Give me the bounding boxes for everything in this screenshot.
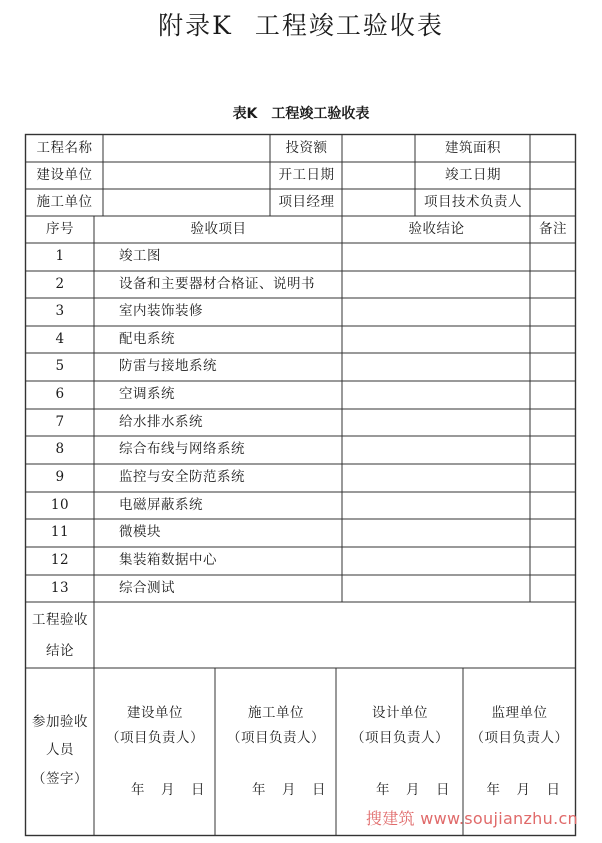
- project-name-label: 工程名称: [36, 139, 93, 156]
- item-no: 6: [55, 386, 65, 403]
- signer-role: （项目负责人）: [470, 730, 569, 747]
- signature-date: [229, 783, 349, 799]
- signature-date: [472, 783, 575, 799]
- column-header-no: 序号: [46, 220, 74, 237]
- signer-unit: 施工单位: [248, 705, 304, 722]
- item-name: 室内装饰装修: [119, 303, 203, 320]
- item-no: 7: [55, 413, 65, 430]
- completion-date-label: 竣工日期: [445, 166, 501, 183]
- item-name: 空调系统: [119, 386, 175, 403]
- item-name: 设备和主要器材合格证、说明书: [119, 275, 315, 292]
- date-month: 月: [406, 782, 420, 799]
- item-no: 9: [55, 469, 65, 486]
- item-no: 5: [55, 358, 65, 375]
- item-no: 10: [50, 496, 70, 513]
- building-area-value[interactable]: [531, 135, 575, 162]
- investment-value[interactable]: [343, 135, 414, 162]
- project-manager-label: 项目经理: [278, 193, 335, 210]
- date-month: 月: [516, 782, 531, 799]
- date-day: 日: [191, 782, 205, 799]
- appendix-title: 工程竣工验收表: [254, 11, 444, 40]
- project-manager-value[interactable]: [343, 189, 414, 216]
- signer-unit: 监理单位: [491, 705, 548, 722]
- item-name: 监控与安全防范系统: [119, 469, 245, 486]
- participants-line2: 人员: [46, 742, 74, 759]
- signature-date: [350, 783, 476, 799]
- construction-unit-value[interactable]: [104, 162, 269, 189]
- signer-role: （项目负责人）: [351, 730, 449, 747]
- acceptance-conclusion-field[interactable]: [95, 603, 575, 667]
- item-name: 竣工图: [119, 248, 161, 265]
- signature-date: [108, 783, 228, 799]
- completion-date-value[interactable]: [531, 162, 575, 189]
- table-title: 工程竣工验收表: [271, 106, 370, 122]
- item-no: 8: [55, 441, 65, 458]
- signer-unit: 设计单位: [372, 705, 428, 722]
- item-name: 微模块: [119, 524, 161, 541]
- column-header-remark: 备注: [539, 220, 567, 237]
- date-day: 日: [312, 782, 326, 799]
- appendix-label: 附录K: [158, 11, 233, 40]
- acceptance-conclusion-line2: 结论: [46, 642, 74, 659]
- signer-role: （项目负责人）: [106, 730, 204, 747]
- project-name-value[interactable]: [104, 135, 269, 162]
- date-month: 月: [282, 782, 296, 799]
- technical-lead-label: 项目技术负责人: [424, 193, 522, 210]
- item-name: 防雷与接地系统: [119, 358, 217, 375]
- technical-lead-value[interactable]: [531, 189, 575, 216]
- acceptance-conclusion-label: [26, 614, 94, 658]
- date-year: 年: [486, 782, 501, 799]
- item-name: 综合布线与网络系统: [119, 441, 245, 458]
- column-header-conclusion: 验收结论: [408, 220, 465, 237]
- contractor-label: 施工单位: [36, 193, 93, 210]
- item-no: 1: [55, 248, 65, 265]
- column-header-item: 验收项目: [190, 220, 247, 237]
- watermark: 搜建筑 www.soujianzhu.cn: [365, 809, 578, 828]
- contractor-value[interactable]: [104, 189, 269, 216]
- item-no: 11: [50, 524, 70, 541]
- item-name: 电磁屏蔽系统: [119, 496, 203, 513]
- item-no: 3: [55, 303, 65, 320]
- participants-label: [26, 716, 94, 786]
- item-name: 集装箱数据中心: [119, 552, 217, 569]
- signer-unit: 建设单位: [127, 705, 183, 722]
- item-name: 配电系统: [119, 330, 175, 347]
- item-name: 综合测试: [119, 579, 175, 596]
- acceptance-conclusion-line1: 工程验收: [32, 612, 88, 628]
- table-number: 表K: [232, 106, 258, 122]
- signer-role: （项目负责人）: [227, 730, 325, 747]
- item-no: 2: [55, 275, 65, 292]
- construction-unit-label: 建设单位: [36, 166, 93, 183]
- date-year: 年: [131, 782, 145, 799]
- date-year: 年: [376, 782, 390, 799]
- item-no: 4: [55, 330, 65, 347]
- item-no: 12: [50, 552, 70, 569]
- start-date-value[interactable]: [343, 162, 414, 189]
- date-month: 月: [161, 782, 175, 799]
- start-date-label: 开工日期: [278, 166, 335, 183]
- investment-label: 投资额: [285, 139, 328, 156]
- date-day: 日: [546, 782, 561, 799]
- date-year: 年: [252, 782, 266, 799]
- date-day: 日: [436, 782, 450, 799]
- building-area-label: 建筑面积: [445, 139, 501, 156]
- item-no: 13: [50, 579, 70, 596]
- participants-line1: 参加验收: [32, 714, 88, 730]
- item-name: 给水排水系统: [119, 413, 203, 430]
- participants-line3: （签字）: [32, 770, 88, 787]
